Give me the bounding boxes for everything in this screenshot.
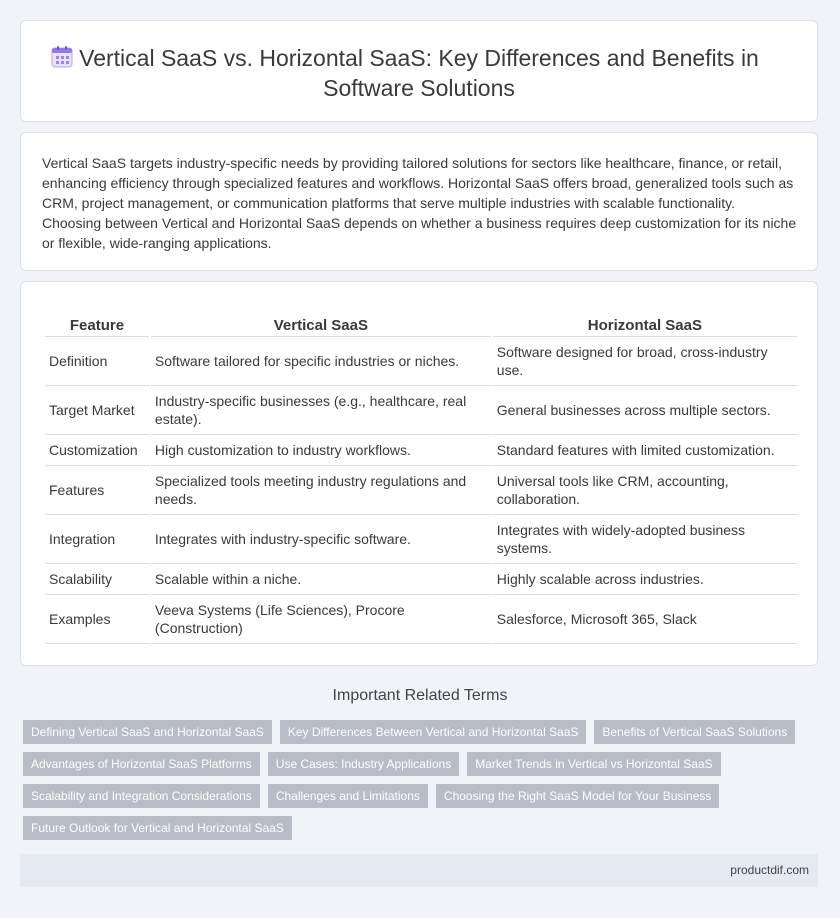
comparison-card xyxy=(20,281,818,666)
related-tag[interactable]: Key Differences Between Vertical and Horizontal SaaS xyxy=(280,720,587,744)
related-terms-list xyxy=(23,720,823,848)
header-horizontal: Horizontal SaaS xyxy=(493,314,797,337)
row-vertical: Integrates with industry-specific software. xyxy=(151,515,491,564)
related-tag[interactable]: Challenges and Limitations xyxy=(268,784,428,808)
table-row xyxy=(45,564,797,595)
row-vertical: Veeva Systems (Life Sciences), Procore (Construction) xyxy=(151,595,491,644)
table-row xyxy=(45,515,797,564)
row-feature: Definition xyxy=(45,337,149,386)
row-horizontal: Software designed for broad, cross-industry use. xyxy=(493,337,797,386)
related-tag[interactable]: Future Outlook for Vertical and Horizontal SaaS xyxy=(23,816,292,840)
related-tag[interactable]: Choosing the Right SaaS Model for Your Business xyxy=(436,784,720,808)
related-tag[interactable]: Use Cases: Industry Applications xyxy=(268,752,459,776)
table-row xyxy=(45,435,797,466)
header-card xyxy=(20,20,818,122)
row-horizontal: General businesses across multiple sectors. xyxy=(493,386,797,435)
header-vertical: Vertical SaaS xyxy=(151,314,491,337)
row-horizontal: Highly scalable across industries. xyxy=(493,564,797,595)
intro-card xyxy=(20,132,818,271)
tag-row xyxy=(23,816,823,840)
intro-text: Vertical SaaS targets industry-specific needs by providing tailored solutions for sectors like healthcare, finance, or retail, enhancing efficiency through specialized features and workflows. Horizontal SaaS offers broad, generalized tools such as CRM, project management, or communication platforms that serve multiple industries with scalable functionality. Choosing between Vertical and Horizontal SaaS depends on whether a business requires deep customization for its niche or flexible, wide-ranging applications. xyxy=(42,155,797,251)
row-vertical: High customization to industry workflows. xyxy=(151,435,491,466)
row-horizontal: Integrates with widely-adopted business systems. xyxy=(493,515,797,564)
row-feature: Features xyxy=(45,466,149,515)
table-row xyxy=(45,595,797,644)
table-header-row xyxy=(45,314,797,337)
row-horizontal: Standard features with limited customization. xyxy=(493,435,797,466)
row-feature: Examples xyxy=(45,595,149,644)
footer xyxy=(20,854,818,887)
row-horizontal: Universal tools like CRM, accounting, collaboration. xyxy=(493,466,797,515)
row-horizontal: Salesforce, Microsoft 365, Slack xyxy=(493,595,797,644)
table-row xyxy=(45,386,797,435)
tag-row xyxy=(23,752,823,776)
row-feature: Scalability xyxy=(45,564,149,595)
related-tag[interactable]: Market Trends in Vertical vs Horizontal SaaS xyxy=(467,752,720,776)
row-vertical: Software tailored for specific industries or niches. xyxy=(151,337,491,386)
header-feature: Feature xyxy=(45,314,149,337)
comparison-table xyxy=(43,314,799,644)
table-row xyxy=(45,337,797,386)
related-tag[interactable]: Benefits of Vertical SaaS Solutions xyxy=(594,720,795,744)
row-feature: Customization xyxy=(45,435,149,466)
related-tag[interactable]: Advantages of Horizontal SaaS Platforms xyxy=(23,752,260,776)
row-vertical: Scalable within a niche. xyxy=(151,564,491,595)
related-tag[interactable]: Defining Vertical SaaS and Horizontal SaaS xyxy=(23,720,272,744)
row-feature: Integration xyxy=(45,515,149,564)
row-feature: Target Market xyxy=(45,386,149,435)
tag-row xyxy=(23,784,823,808)
footer-site[interactable]: productdif.com xyxy=(730,863,809,877)
related-terms-title: Important Related Terms xyxy=(332,687,508,704)
row-vertical: Industry-specific businesses (e.g., healthcare, real estate). xyxy=(151,386,491,435)
tag-row xyxy=(23,720,823,744)
page-title: Vertical SaaS vs. Horizontal SaaS: Key Differences and Benefits in Software Solutions xyxy=(79,45,759,101)
table-row xyxy=(45,466,797,515)
related-tag[interactable]: Scalability and Integration Considerations xyxy=(23,784,260,808)
row-vertical: Specialized tools meeting industry regulations and needs. xyxy=(151,466,491,515)
